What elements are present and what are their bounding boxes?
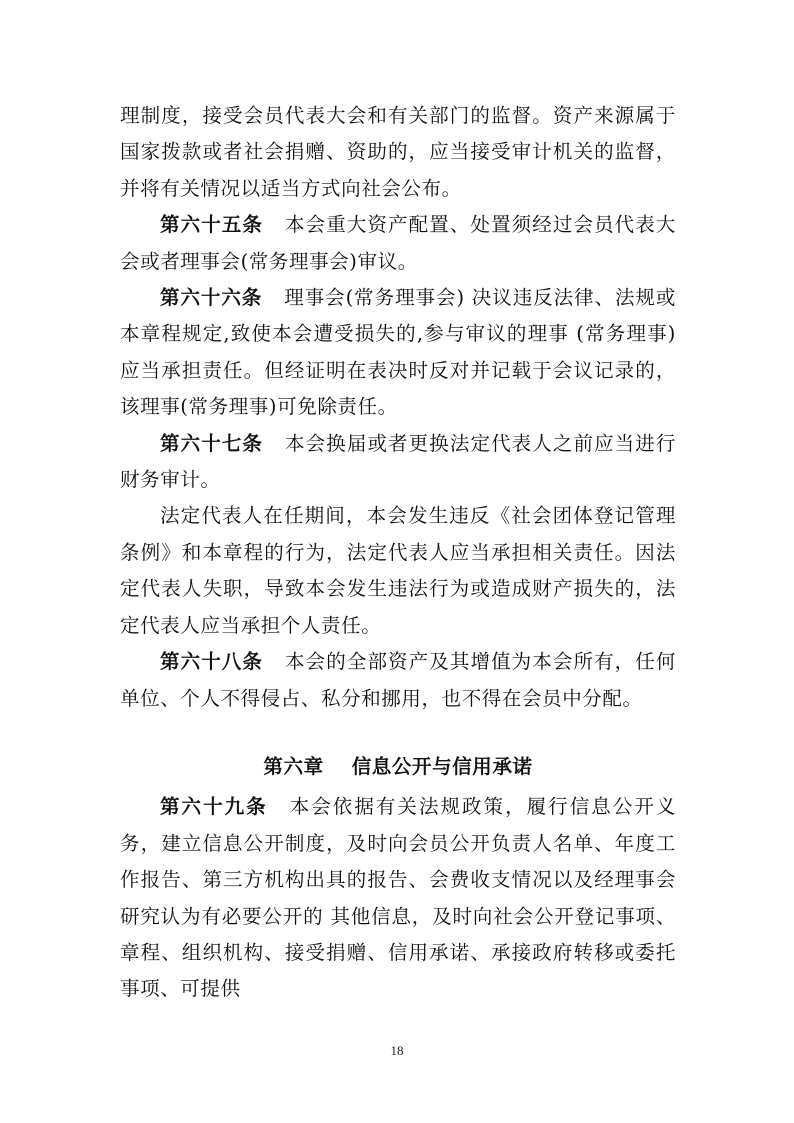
article-68 [120, 644, 676, 717]
article-69-number: 第六十九条 [160, 795, 268, 819]
paragraph-continued: 理制度，接受会员代表大会和有关部门的监督。资产来源属于国家拨款或者社会捐赠、资助的，应当接受审计机关的监督，并将有关情况以适当方式向社会公布。 [120, 104, 676, 200]
article-69-text: 本会依据有关法规政策，履行信息公开义务，建立信息公开制度，及时向会员公开负责人名单、年度工作报告、第三方机构出具的报告、会费收支情况以及经理事会研究认为有必要公开的 其他信息，及时向社会公开登记事项、章程、组织机构、接受捐赠、信用承诺、承接政府转移或委托事项、可提供 [120, 795, 676, 1001]
article-69 [120, 789, 676, 1007]
article-67-paragraph-2: 法定代表人在任期间，本会发生违反《社会团体登记管理条例》和本章程的行为，法定代表人应当承担相关责任。因法定代表人失职，导致本会发生违法行为或造成财产损失的，法定代表人应当承担个人责任。 [120, 504, 676, 637]
article-65-text: 本会重大资产配置、处置须经过会员代表大会或者理事会(常务理事会)审议。 [120, 213, 676, 273]
article-67-text: 本会换届或者更换法定代表人之前应当进行财务审计。 [120, 431, 676, 492]
chapter-heading [120, 749, 676, 785]
article-65-number: 第六十五条 [160, 213, 264, 237]
article-66 [120, 280, 676, 426]
document-body [120, 98, 676, 1008]
article-65 [120, 207, 676, 280]
article-66-number: 第六十六条 [160, 286, 263, 310]
article-67-number: 第六十七条 [160, 431, 264, 455]
article-68-text: 本会的全部资产及其增值为本会所有，任何单位、个人不得侵占、私分和挪用，也不得在会员中分配。 [120, 650, 676, 710]
article-67 [120, 426, 676, 499]
article-66-text: 理事会(常务理事会) 决议违反法律、法规或本章程规定,致使本会遭受损失的,参与审议的理事 (常务理事)应当承担责任。但经证明在表决时反对并记载于会议记录的，该理事(常务理事)可免除责任。 [120, 286, 676, 419]
chapter-title: 信息公开与信用承诺 [351, 754, 533, 778]
article-68-number: 第六十八条 [160, 650, 264, 674]
page-number: 18 [390, 1043, 404, 1058]
chapter-number: 第六章 [263, 754, 324, 778]
